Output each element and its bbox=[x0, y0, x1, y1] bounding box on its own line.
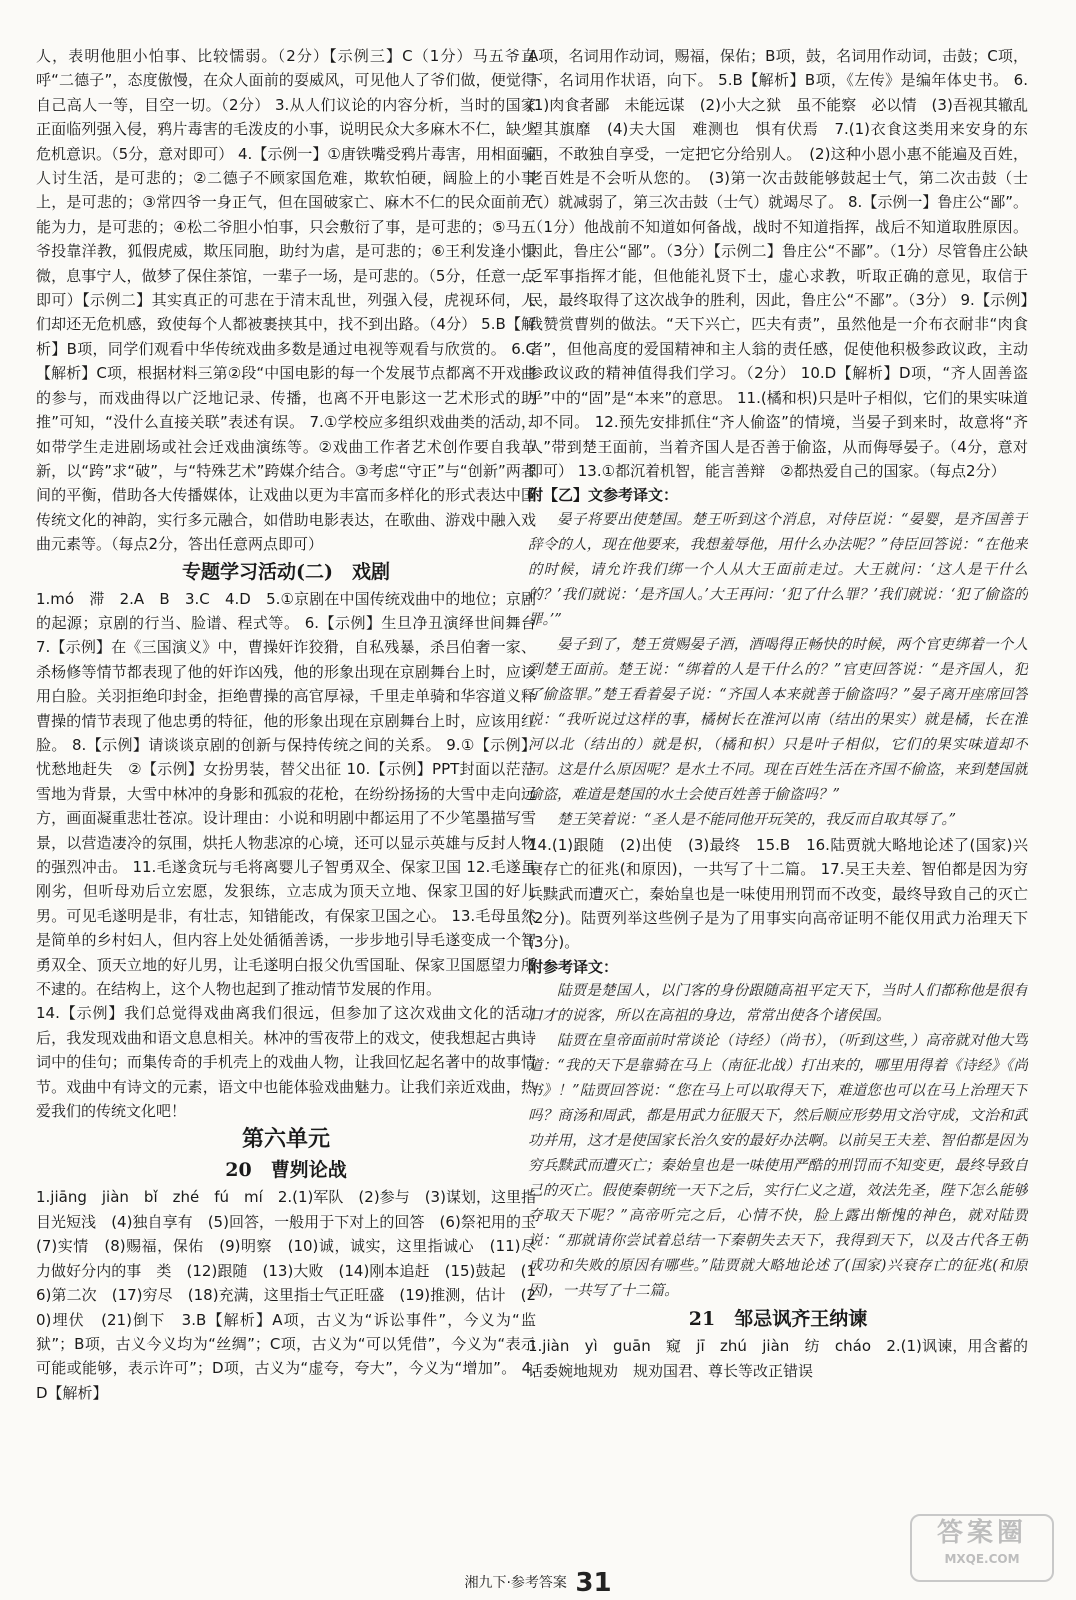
section-heading: 21 邹忌讽齐王纳谏 bbox=[688, 1308, 868, 1331]
watermark-logo bbox=[910, 1514, 1054, 1582]
answer-paragraph: 14.【示例】我们总觉得戏曲离我们很远，但参加了这次戏曲文化的活动后，我发现戏曲和语文息息相关。林冲的雪夜带上的戏文，使我想起古典诗词中的佳句；而集传奇的手机壳上的戏曲人物，让我回忆起名著中的故事情节。戏曲中有诗文的元素，语文中也能体验戏曲魅力。让我们亲近戏曲，热爱我们的传统文化吧！ bbox=[36, 1004, 536, 1121]
watermark-logo-text: 答案圈 bbox=[936, 1518, 1027, 1548]
handwritten-translation: 晏子到了，楚王赏赐晏子酒，酒喝得正畅快的时候，两个官吏绑着一个人到楚王面前。楚王说：“绑着的人是干什么的？”官吏回答说：“是齐国人，犯了偷盗罪。”楚王看着晏子说：“齐国人本来就善于偷盗吗？”晏子离开座席回答说：“我听说过这样的事，橘树长在淮河以南（结出的果实）就是橘，长在淮河以北（结出的）就是枳，（橘和枳）只是叶子相似，它们的果实味道却不同。这是什么原因呢？是水土不同。现在百姓生活在齐国不偷盗，来到楚国就偷盗，难道是楚国的水土会使百姓善于偷盗吗？” bbox=[528, 636, 1028, 803]
answer-paragraph: 14.(1)跟随 (2)出使 (3)最终 15.B 16.陆贾就大略地论述了(国家)兴衰存亡的征兆(和原因)，一共写了十二篇。 17.吴王夫差、智伯都是因为穷兵黩武而遭灭亡，秦始皇也是一味使用刑罚而不改变，最终导致自己的灭亡(2分)。陆贾列举这些例子是为了用事实向高帝证明不能仅用武力治理天下(3分)。 bbox=[528, 835, 1028, 952]
handwritten-translation: 晏子将要出使楚国。楚王听到这个消息，对侍臣说：“晏婴，是齐国善于辞令的人，现在他要来，我想羞辱他，用什么办法呢？”侍臣回答说：“在他来的时候，请允许我们绑一个人从大王面前走过。大王就问：‘这人是干什么的？’我们就说：‘是齐国人。’大王再问：‘犯了什么罪？’我们就说：‘犯了偷盗的罪。’” bbox=[528, 511, 1028, 628]
translation-label: 附【乙】文参考译文： bbox=[528, 486, 679, 505]
right-column bbox=[528, 44, 1028, 1579]
answer-paragraph: 1.jiàn yì guān 窥 jī zhú jiàn 纺 cháo 2.(1)讽谏，用含蓄的话委婉地规劝 规劝国君、尊长等改正错误 bbox=[528, 1337, 1028, 1380]
left-column bbox=[36, 44, 536, 1579]
translation-label: 附参考译文： bbox=[528, 957, 619, 976]
section-heading: 20 曹刿论战 bbox=[225, 1159, 347, 1182]
watermark-url: MXQE.COM bbox=[944, 1552, 1020, 1566]
handwritten-translation: 陆贾是楚国人，以门客的身份跟随高祖平定天下，当时人们都称他是很有口才的说客，所以在高祖的身边，常常出使各个诸侯国。 bbox=[528, 983, 1028, 1025]
section-heading: 专题学习活动(二) 戏剧 bbox=[182, 560, 390, 583]
unit-heading: 第六单元 bbox=[241, 1126, 330, 1153]
answer-paragraph: 1.mó 滞 2.A B 3.C 4.D 5.①京剧在中国传统戏曲中的地位；京剧的起源；京剧的行当、脸谱、程式等。 6.【示例】生旦净丑演绎世间舞台 7.【示例】在《三国演义》中，曹操奸诈狡猾，自私残暴，杀吕伯奢一家、杀杨修等情节都表现了他的奸诈凶残，他的形象出现在京剧舞台上时，应该用白脸。关羽拒绝印封金，拒绝曹操的高官厚禄，千里走单骑和华容道义释曹操的情节表现了他忠勇的特征，他的形象出现在京剧舞台上时，应该用红脸。 8.【示例】请谈谈京剧的创新与保持传统之间的关系。 9.①【示例】忧愁地赶失 ②【示例】女扮男装，替父出征 10.【示例】PPT封面以茫茫雪地为背景，大雪中林冲的身影和孤寂的花枪，在纷纷扬扬的大雪中走向远方，画面凝重悲壮苍凉。设计理由：小说和明剧中都运用了不少笔墨描写雪景，以营造凄冷的氛围，烘托人物悲凉的心境，还可以显示英雄与反封人物的强烈冲击。 11.毛遂贪玩与毛将离婴儿子智勇双全、保家卫国 12.毛遂虽刚劣，但听母劝后立宏愿，发狠练，立志成为顶天立地、保家卫国的好儿男。可见毛遂明是非，有壮志，知错能改，有保家卫国之心。 13.毛母虽然是简单的乡村妇人，但内容上处处循循善诱，一步步地引导毛遂变成一个智勇双全、顶天立地的好儿男，让毛遂明白报父仇雪国耻、保家卫国愿望力所不逮的。在结构上，这个人物也起到了推动情节发展的作用。 bbox=[36, 589, 536, 999]
handwritten-translation: 楚王笑着说：“圣人是不能同他开玩笑的，我反而自取其辱了。” bbox=[557, 811, 957, 828]
answer-paragraph: A项，名词用作动词，赐福，保佑；B项，鼓，名词用作动词，击鼓；C项，下，名词用作状语，向下。 5.B【解析】B项，《左传》是编年体史书。 6.(1)肉食者鄙 未能远谋 (2)小大之狱 虽不能察 必以情 (3)吾视其辙乱 望其旗靡 (4)夫大国 难测也 惧有伏焉 7.(1)衣食这类用来安身的东西，不敢独自享受，一定把它分给别人。 (2)这种小恩小惠不能遍及百姓，老百姓是不会听从您的。 (3)第一次击鼓能够鼓起士气，第二次击鼓（士气）就减弱了，第三次击鼓（士气）就竭尽了。 8.【示例一】鲁庄公“鄙”。（1分）他战前不知道如何备战，战时不知道指挥，战后不知道取胜原因。因此，鲁庄公“鄙”。（3分）【示例二】鲁庄公“不鄙”。（1分）尽管鲁庄公缺乏军事指挥才能，但他能礼贤下士，虚心求教，听取正确的意见，取信于民，最终取得了这次战争的胜利，因此，鲁庄公“不鄙”。（3分） 9.【示例】我赞赏曹刿的做法。“天下兴亡，匹夫有责”，虽然他是一介布衣耐非“肉食者”，但他高度的爱国精神和主人翁的责任感，促使他积极参政议政，主动参政议政的精神值得我们学习。（2分） 10.D【解析】D项，“齐人固善盗乎”中的“固”是“本来”的意思。 11.(橘和枳)只是叶子相似，它们的果实味道却不同。 12.预先安排抓住“齐人偷盗”的情境，当晏子到来时，故意将“齐人”带到楚王面前，当着齐国人是否善于偷盗，从而侮辱晏子。（4分，意对即可） 13.①都沉着机智，能言善辩 ②都热爱自己的国家。（每点2分） bbox=[528, 47, 1028, 480]
answer-paragraph: 人，表明他胆小怕事、比较懦弱。（2分）【示例三】C（1分）马五爷直呼“二德子”，态度傲慢，在众人面前的耍威风，可见他人了爷们做，便觉得自己高人一等，目空一切。（2分） 3.从人们议论的内容分析，当时的国家正面临列强入侵，鸦片毒害的毛泼皮的小事，说明民众大多麻木不仁，缺少危机意识。（5分，意对即可） 4.【示例一】①唐铁嘴受鸦片毒害，用相面骗人讨生活，是可悲的；②二德子不顾家国危难，欺软怕硬，阔脸上的小事上，是可悲的；③常四爷一身正气，但在国破家亡、麻木不仁的民众面前无能为力，是可悲的；④松二爷胆小怕事，只会敷衍了事，是可悲的；⑤马五爷投靠洋教，狐假虎威，欺压同胞，助纣为虐，是可悲的；⑥王利发逢小惧微，息事宁人，做梦了保住茶馆，一辈子一场，是可悲的。（5分，任意一点即可）【示例二】其实真正的可悲在于清末乱世，列强入侵，虎视环伺，人们却还无危机感，致使每个人都被裹挟其中，找不到出路。（4分） 5.B【解析】B项，同学们观看中华传统戏曲多数是通过电视等观看与欣赏的。 6.C【解析】C项，根据材料三第②段“中国电影的每一个发展节点都离不开戏曲的参与，而戏曲得以广泛地记录、传播，也离不开电影这一艺术形式的助推”可知，“没什么直接关联”表述有误。 7.①学校应多组织戏曲类的活动，如带学生走进剧场或社会迁戏曲演练等。②戏曲工作者艺术创作要自我革新，以“跨”求“破”，与“特殊艺术”跨媒介结合。③考虑“守正”与“创新”两者间的平衡，借助各大传播媒体，让戏曲以更为丰富而多样化的形式表达中国传统文化的神韵，实行多元融合，如借助电影表达，在歌曲、游戏中融入戏曲元素等。（每点2分，答出任意两点即可） bbox=[36, 47, 536, 554]
footer-label: 湘九下·参考答案 bbox=[464, 1575, 567, 1591]
answer-paragraph: 1.jiāng jiàn bǐ zhé fú mí 2.(1)军队 (2)参与 (3)谋划，这里指目光短浅 (4)独自享有 (5)回答，一般用于下对上的回答 (6)祭祀用的玉 (7)实情 (8)赐福，保佑 (9)明察 (10)诚，诚实，这里指诚心 (11)尽力做好分内的事 类 (12)跟随 (13)大败 (14)刚本追赶 (15)鼓起 (16)第二次 (17)穷尽 (18)充满，这里指士气正旺盛 (19)推测，估计 (20)埋伏 (21)倒下 3.B【解析】A项，古义为“诉讼事件”，今义为“监狱”；B项，古义今义均为“丝绸”；C项，古义为“可以凭借”，今义为“表示可能或能够，表示许可”；D项，古义为“虚夸，夸大”，今义为“增加”。 4.D【解析】 bbox=[36, 1188, 536, 1402]
handwritten-translation: 陆贾在皇帝面前时常谈论（诗经）（尚书），（听到这些，）高帝就对他大骂道：“我的天下是靠骑在马上（南征北战）打出来的，哪里用得着《诗经》《尚书》！”陆贾回答说：“您在马上可以取得天下，难道您也可以在马上治理天下吗？商汤和周武，都是用武力征服天下，然后顺应形势用文治守成，文治和武功并用，这才是使国家长治久安的最好办法啊。以前吴王夫差、智伯都是因为穷兵黩武而遭灭亡；秦始皇也是一味使用严酷的刑罚而不知变更，最终导致自己的灭亡。假使秦朝统一天下之后，实行仁义之道，效法先圣，陛下怎么能够夺取天下呢？”高帝听完之后，心情不快，脸上露出惭愧的神色，就对陆贾说：“那就请你尝试着总结一下秦朝失去天下，我得到天下，以及古代各王朝成功和失败的原因有哪些。”陆贾就大略地论述了(国家)兴衰存亡的征兆(和原因)，一共写了十二篇。 bbox=[528, 1033, 1028, 1300]
page-number: 31 bbox=[575, 1568, 612, 1598]
